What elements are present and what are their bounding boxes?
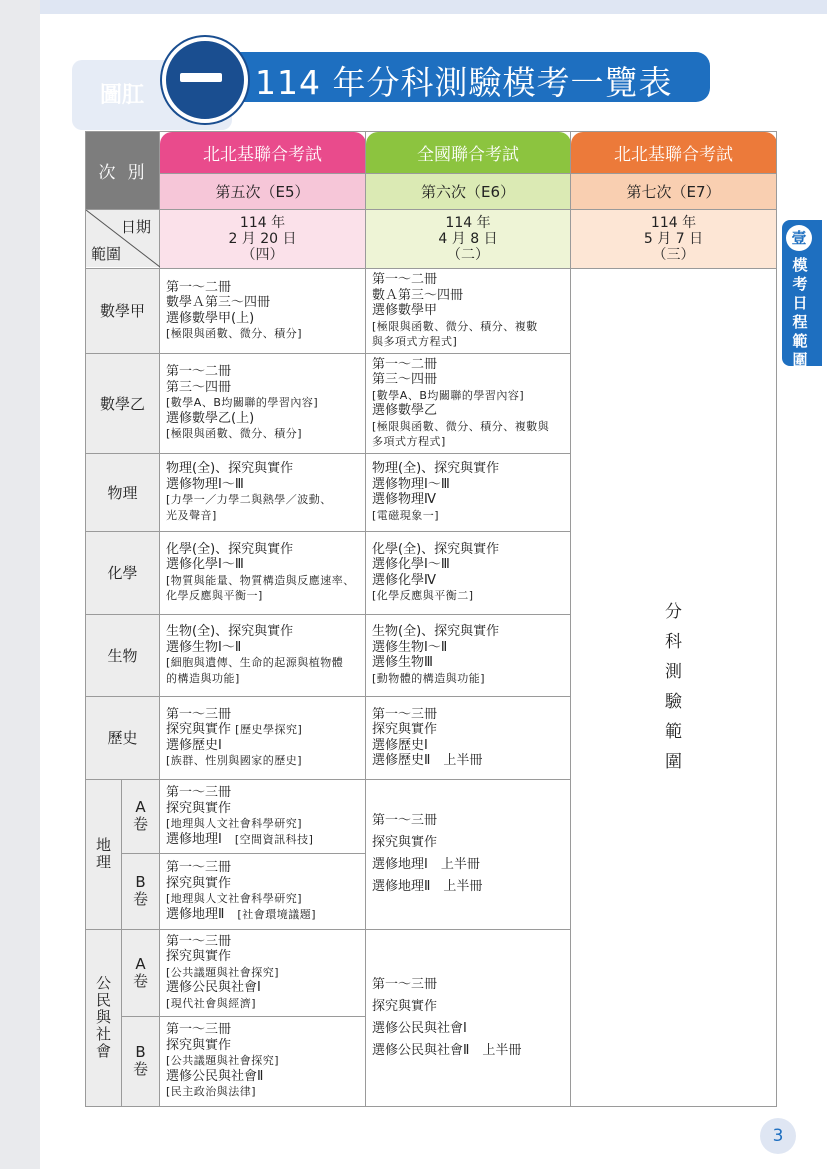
- top-band: [40, 0, 827, 14]
- civics-e6-range: 第一～三冊 探究與實作 選修公民與社會Ⅰ 選修公民與社會Ⅱ 上半冊: [366, 929, 571, 1106]
- side-tab-text: 模考日程範圍: [792, 256, 808, 369]
- exam-e6-date: 114 年 4 月 8 日 （二）: [366, 210, 571, 269]
- subject-physics: 物理: [86, 453, 160, 531]
- subject-math-a: 數學甲: [86, 269, 160, 354]
- civics-b-e5-range: 第一～三冊 探究與實作 [公共議題與社會探究] 選修公民與社會Ⅱ [民主政治與法律]: [160, 1016, 366, 1106]
- exam-e5-date: 114 年 2 月 20 日 （四）: [160, 210, 366, 269]
- date-scope-corner: [86, 210, 160, 269]
- header-corner: 次別: [86, 132, 160, 210]
- e7-range-text: 分科測驗範圍: [665, 602, 682, 773]
- geography-e6-range: 第一～三冊 探究與實作 選修地理Ⅰ 上半冊 選修地理Ⅱ 上半冊: [366, 779, 571, 929]
- exam-e7-org: 北北基聯合考試: [571, 132, 777, 174]
- math-b-e5-range: 第一～二冊 第三～四冊 [數學A、B均關聯的學習內容] 選修數學乙(上) [極限與函數、微分、積分]: [160, 353, 366, 453]
- subject-history: 歷史: [86, 696, 160, 779]
- history-e6-range: 第一～三冊 探究與實作 選修歷史Ⅰ 選修歷史Ⅱ 上半冊: [366, 696, 571, 779]
- exam-schedule-table: [85, 131, 777, 1107]
- ghost-heading: 圖肛: [72, 60, 232, 130]
- page-number: 3: [760, 1118, 796, 1154]
- subject-civics: 公民與社會: [86, 929, 122, 1106]
- section-number-glyph: [180, 73, 222, 82]
- chemistry-e6-range: 化學(全)、探究與實作 選修化學Ⅰ～Ⅲ 選修化學Ⅳ [化學反應與平衡二]: [366, 531, 571, 614]
- exam-e7-round: 第七次（E7）: [571, 174, 777, 210]
- civics-a-e5-range: 第一～三冊 探究與實作 [公共議題與社會探究] 選修公民與社會Ⅰ [現代社會與經濟]: [160, 929, 366, 1016]
- exam-e5-round: 第五次（E5）: [160, 174, 366, 210]
- math-a-e6-range: 第一～二冊 數Ａ第三～四冊 選修數學甲 [極限與函數、微分、積分、複數 與多項式方程式]: [366, 269, 571, 354]
- exam-e7-date: 114 年 5 月 7 日 （三）: [571, 210, 777, 269]
- subject-chemistry: 化學: [86, 531, 160, 614]
- subject-geography: 地理: [86, 779, 122, 929]
- math-b-e6-range: 第一～二冊 第三～四冊 [數學A、B均關聯的學習內容] 選修數學乙 [極限與函數、微分、積分、複數與 多項式方程式]: [366, 353, 571, 453]
- biology-e6-range: 生物(全)、探究與實作 選修生物Ⅰ～Ⅱ 選修生物Ⅲ [動物體的構造與功能]: [366, 614, 571, 696]
- biology-e5-range: 生物(全)、探究與實作 選修生物Ⅰ～Ⅱ [細胞與遺傳、生命的起源與植物體 的構造與功能]: [160, 614, 366, 696]
- scope-label: 範圍: [91, 245, 122, 263]
- geography-part-b: B卷: [122, 853, 160, 929]
- chemistry-e5-range: 化學(全)、探究與實作 選修化學Ⅰ～Ⅲ [物質與能量、物質構造與反應速率、 化學反應與平衡一]: [160, 531, 366, 614]
- date-label: 日期: [120, 218, 151, 236]
- math-a-e5-range: 第一～二冊 數學Ａ第三～四冊 選修數學甲(上) [極限與函數、微分、積分]: [160, 269, 366, 354]
- geography-a-e5-range: 第一～三冊 探究與實作 [地理與人文社會科學研究] 選修地理Ⅰ [空間資訊科技]: [160, 779, 366, 853]
- subject-biology: 生物: [86, 614, 160, 696]
- physics-e6-range: 物理(全)、探究與實作 選修物理Ⅰ～Ⅲ 選修物理Ⅳ [電磁現象一]: [366, 453, 571, 531]
- history-e5-range: 第一～三冊 探究與實作 [歷史學探究] 選修歷史Ⅰ [族群、性別與國家的歷史]: [160, 696, 366, 779]
- exam-e6-org: 全國聯合考試: [366, 132, 571, 174]
- exam-e6-round: 第六次（E6）: [366, 174, 571, 210]
- exam-e5-org: 北北基聯合考試: [160, 132, 366, 174]
- physics-e5-range: 物理(全)、探究與實作 選修物理Ⅰ～Ⅲ [力學一／力學二與熱學／波動、 光及聲音]: [160, 453, 366, 531]
- civics-part-a: A卷: [122, 929, 160, 1016]
- e7-range: [571, 269, 777, 1107]
- side-tab-circle: 壹: [786, 225, 812, 251]
- page-title: 114 年分科測驗模考一覽表: [255, 63, 673, 102]
- geography-part-a: A卷: [122, 779, 160, 853]
- geography-b-e5-range: 第一～三冊 探究與實作 [地理與人文社會科學研究] 選修地理Ⅱ [社會環境議題]: [160, 853, 366, 929]
- civics-part-b: B卷: [122, 1016, 160, 1106]
- subject-math-b: 數學乙: [86, 353, 160, 453]
